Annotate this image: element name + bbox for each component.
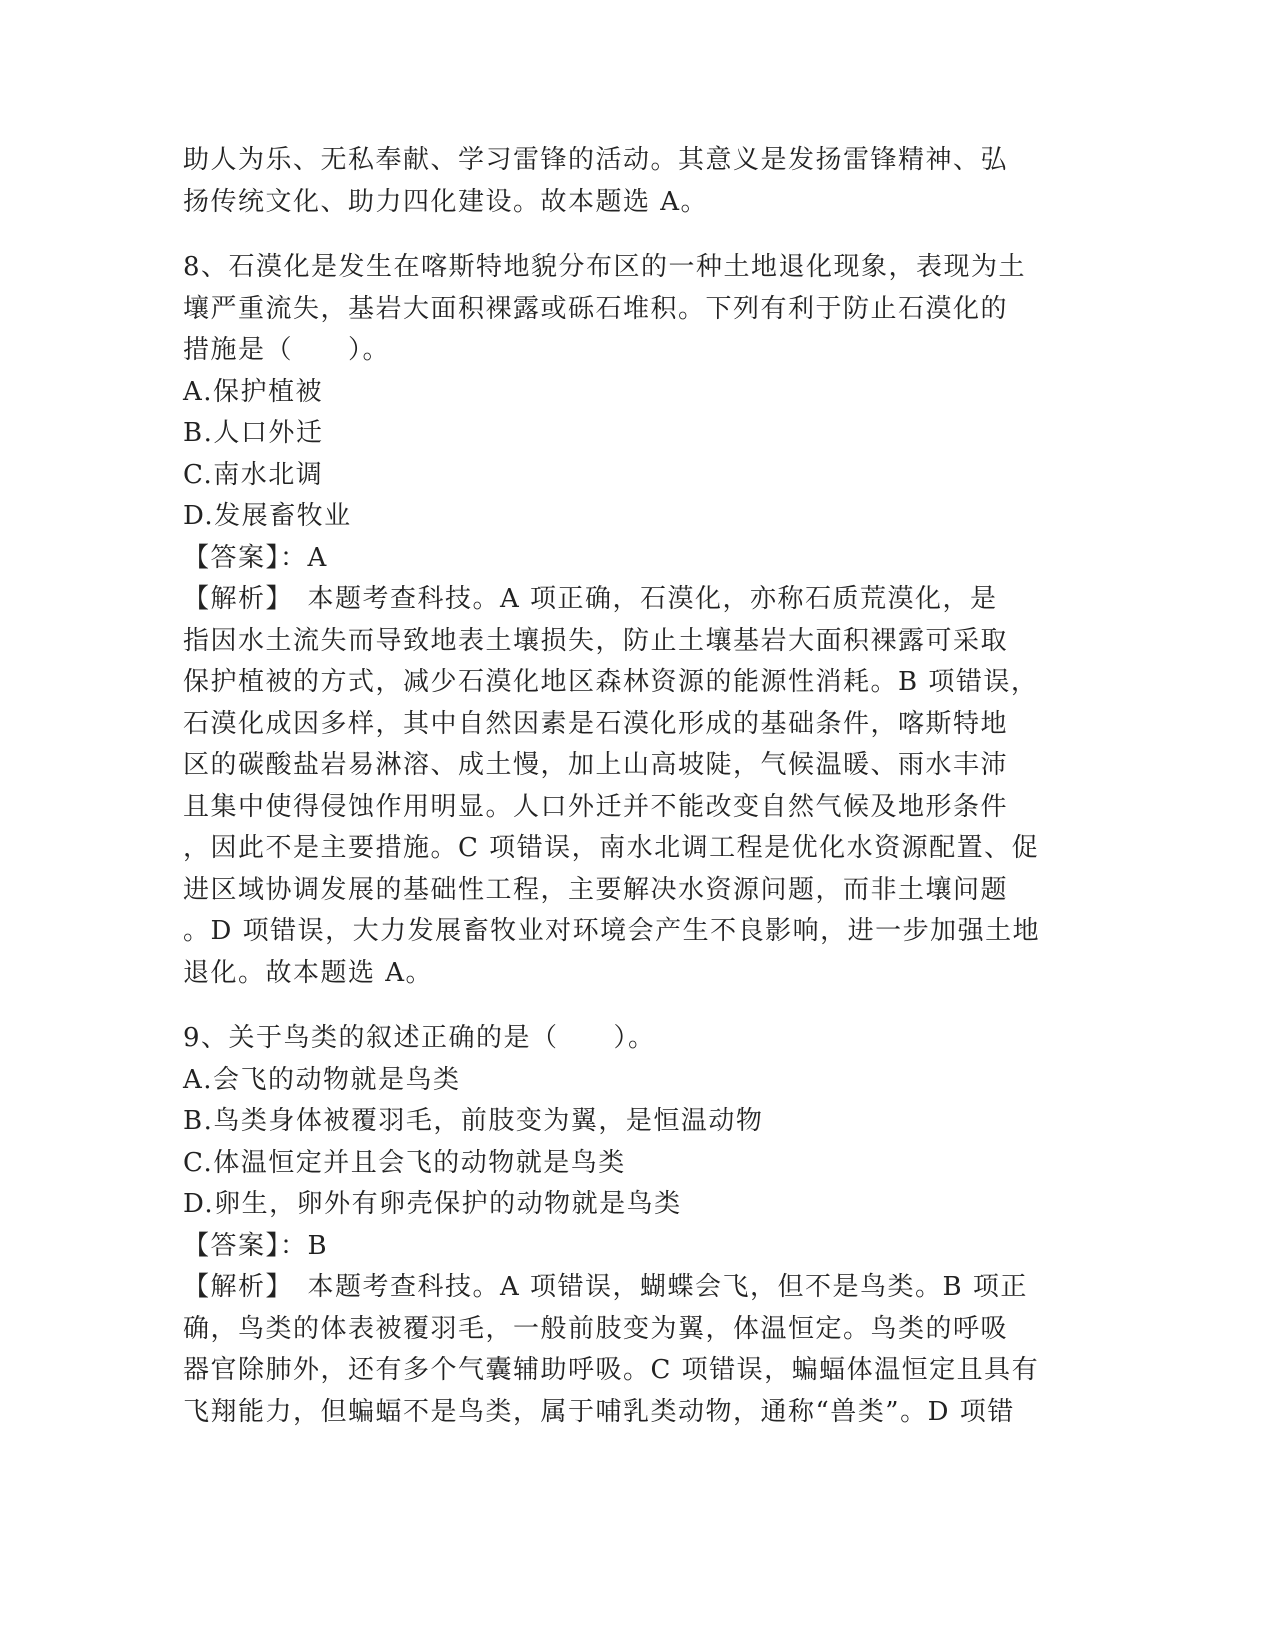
explanation-line: 确，鸟类的体表被覆羽毛，一般前肢变为翼，体温恒定。鸟类的呼吸 — [183, 1313, 1009, 1344]
explanation-line: 器官除肺外，还有多个气囊辅助呼吸。C 项错误，蝙蝠体温恒定且具有 — [183, 1355, 1040, 1385]
question-stem-line: 8、石漠化是发生在喀斯特地貌分布区的一种土地退化现象，表现为土 — [183, 252, 1027, 282]
explanation-line: 区的碳酸盐岩易淋溶、成土慢，加上山高坡陡，气候温暖、雨水丰沛 — [183, 750, 1009, 780]
option-c: C.体温恒定并且会飞的动物就是鸟类 — [183, 1147, 626, 1178]
question-9 — [183, 1018, 1073, 1433]
option-c: C.南水北调 — [183, 459, 324, 490]
question-stem-line: 壤严重流失，基岩大面积裸露或砾石堆积。下列有利于防止石漠化的 — [183, 293, 1009, 324]
answer-line: 【答案】：B — [183, 1230, 329, 1261]
explanation-line: 进区域协调发展的基础性工程，主要解决水资源问题，而非土壤问题 — [183, 874, 1009, 905]
explanation-line: 【解析】 本题考查科技。A 项错误，蝴蝶会飞，但不是鸟类。B 项正 — [183, 1272, 1028, 1302]
previous-explanation-tail — [183, 140, 1073, 223]
explanation-line: 。D 项错误，大力发展畜牧业对环境会产生不良影响，进一步加强土地 — [183, 916, 1041, 946]
explanation-line: ，因此不是主要措施。C 项错误，南水北调工程是优化水资源配置、促 — [183, 833, 1040, 863]
option-b: B.人口外迁 — [183, 418, 324, 448]
option-b: B.鸟类身体被覆羽毛，前肢变为翼，是恒温动物 — [183, 1106, 764, 1136]
text-line: 助人为乐、无私奉献、学习雷锋的活动。其意义是发扬雷锋精神、弘 — [183, 145, 1009, 175]
option-d: D.卵生，卵外有卵壳保护的动物就是鸟类 — [183, 1189, 682, 1219]
explanation-line: 保护植被的方式，减少石漠化地区森林资源的能源性消耗。B 项错误， — [183, 667, 1039, 697]
question-8 — [183, 247, 1073, 994]
explanation-line: 退化。故本题选 A。 — [183, 957, 434, 988]
explanation-line: 石漠化成因多样，其中自然因素是石漠化形成的基础条件，喀斯特地 — [183, 708, 1009, 739]
explanation-line: 指因水土流失而导致地表土壤损失，防止土壤基岩大面积裸露可采取 — [183, 625, 1009, 656]
answer-line: 【答案】：A — [183, 542, 328, 573]
question-stem-line: 措施是（ ）。 — [183, 335, 391, 365]
text-line: 扬传统文化、助力四化建设。故本题选 A。 — [183, 186, 709, 217]
option-a: A.会飞的动物就是鸟类 — [183, 1064, 461, 1095]
explanation-line: 飞翔能力，但蝙蝠不是鸟类，属于哺乳类动物，通称“兽类”。D 项错 — [183, 1396, 1015, 1427]
option-a: A.保护植被 — [183, 376, 324, 407]
option-d: D.发展畜牧业 — [183, 501, 352, 531]
explanation-line: 【解析】 本题考查科技。A 项正确，石漠化，亦称石质荒漠化，是 — [183, 584, 998, 614]
question-stem-line: 9、关于鸟类的叙述正确的是（ ）。 — [183, 1023, 656, 1053]
explanation-line: 且集中使得侵蚀作用明显。人口外迁并不能改变自然气候及地形条件 — [183, 791, 1009, 822]
page-content — [183, 140, 1073, 1433]
